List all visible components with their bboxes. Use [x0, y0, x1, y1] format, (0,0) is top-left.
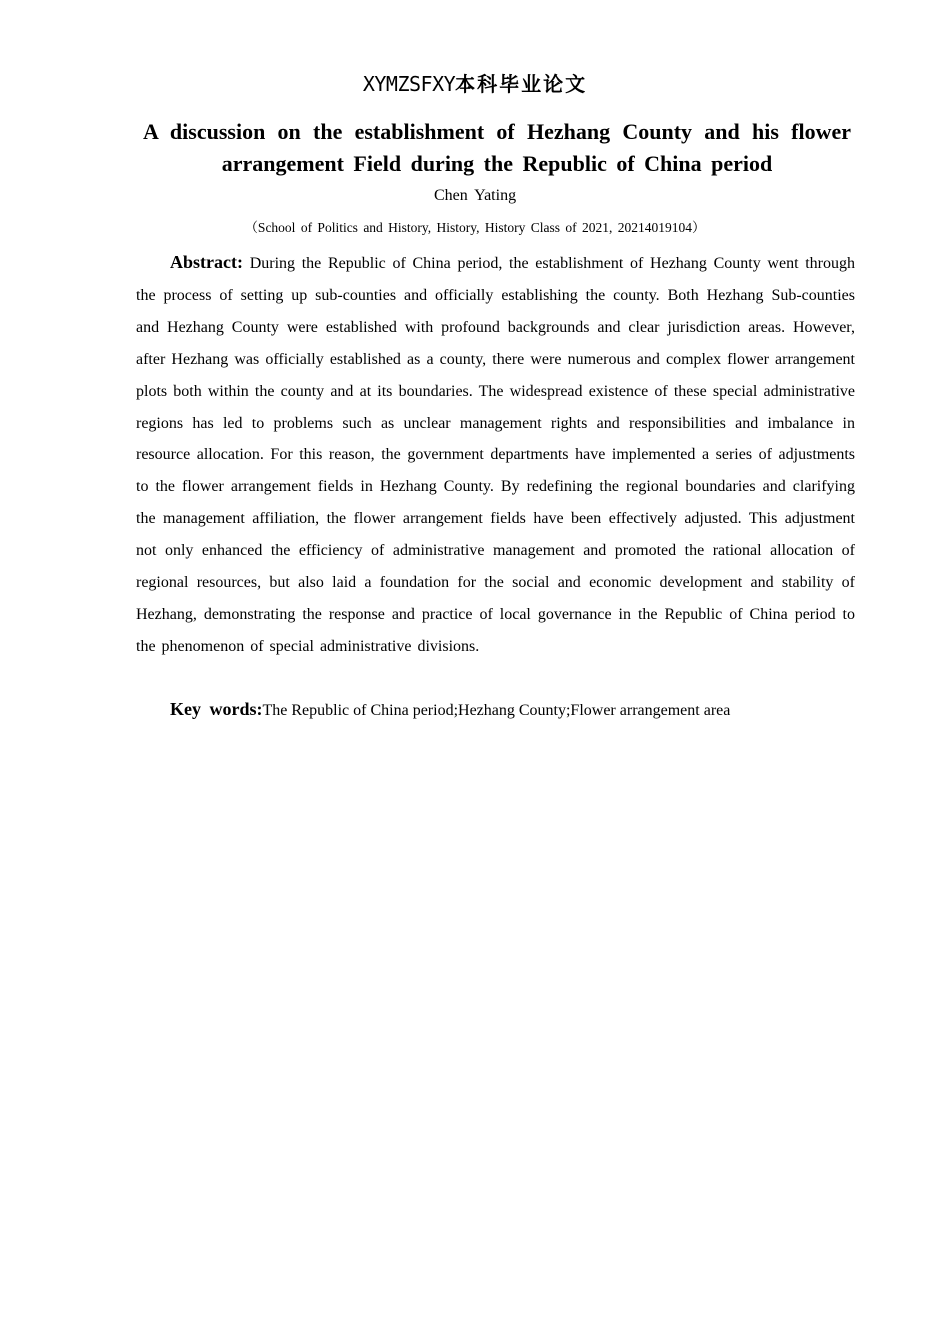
keywords-text: The Republic of China period;Hezhang County;Flower arrangement area — [262, 702, 731, 719]
keywords-label: Key words: — [170, 699, 263, 719]
author-name: Chen Yating — [433, 187, 517, 204]
abstract-text: During the Republic of China period, the establishment of Hezhang County went through the process of setting up sub-counties and officially establishing the county. Both Hezhang Sub-counties and Hezhang County were established with profound backgrounds and clear jurisdiction areas. However, after Hezhang was officially established as a county, there were numerous and complex flower arrangement plots both within the county and at its boundaries. The widespread existence of these special administrative regions has led to problems such as unclear management rights and responsibilities and imbalance in resource allocation. For this reason, the government departments have implemented a series of adjustments to the flower arrangement fields in Hezhang County. By redefining the regional boundaries and clarifying the management affiliation, the flower arrangement fields have been effectively adjusted. This adjustment not only enhanced the efficiency of administrative management and promoted the rational allocation of regional resources, but also laid a foundation for the social and economic development and stability of Hezhang, demonstrating the response and practice of local governance in the Republic of China period to the phenomenon of special administrative divisions. — [136, 255, 856, 655]
header-code: XYMZSFXY — [362, 72, 456, 96]
abstract-label: Abstract: — [170, 252, 243, 272]
keywords-paragraph — [170, 695, 855, 725]
author-affiliation: （School of Politics and History, History, History Class of 2021, 20214019104） — [244, 220, 706, 235]
abstract-paragraph — [136, 247, 855, 663]
running-header — [0, 70, 950, 98]
paper-title: A discussion on the establishment of Hezhang County and his flower arrangement Field during the Republic of China period — [143, 119, 851, 176]
header-subtitle: 本科毕业论文 — [455, 72, 588, 96]
